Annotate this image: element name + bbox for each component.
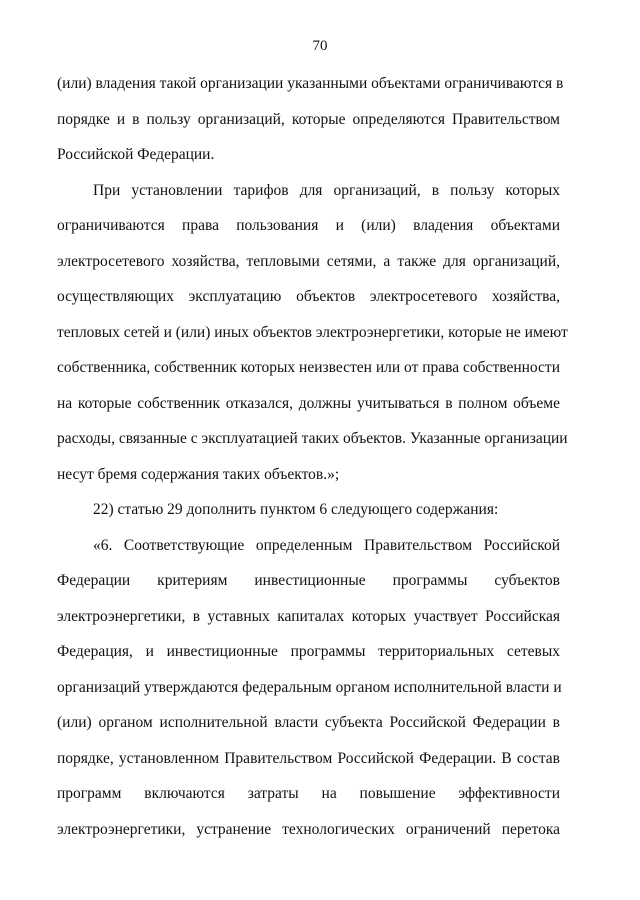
text-line: При установлении тарифов для организаций, в пользу которых [93, 181, 560, 199]
text-line: программ включаются затраты на повышение эффективности [57, 785, 560, 802]
text-line: собственника, собственник которых неизвестен или от права собственности [57, 359, 560, 376]
text-line: (или) владения такой организации указанными объектами ограничиваются в [57, 75, 564, 92]
page-number: 70 [312, 38, 328, 54]
text-line: Федерация, и инвестиционные программы территориальных сетевых [57, 643, 560, 660]
text-line: (или) органом исполнительной власти субъекта Российской Федерации в [57, 714, 560, 731]
text-line: Федерации критериям инвестиционные программы субъектов [57, 572, 560, 589]
text-line: несут бремя содержания таких объектов.»; [57, 465, 340, 483]
text-line: электроэнергетики, устранение технологических ограничений перетока [57, 820, 560, 838]
text-line: электроэнергетики, в уставных капиталах которых участвует Российская [57, 607, 560, 625]
text-line: ограничиваются права пользования и (или) владения объектами [57, 217, 560, 234]
text-line: тепловых сетей и (или) иных объектов электроэнергетики, которые не имеют [57, 323, 568, 341]
text-line: Российской Федерации. [57, 146, 215, 163]
text-line: «6. Соответствующие определенным Правительством Российской [93, 536, 560, 554]
text-line: осуществляющих эксплуатацию объектов электросетевого хозяйства, [57, 288, 560, 305]
text-line: на которые собственник отказался, должны учитываться в полном объеме [57, 394, 560, 412]
text-line: порядке и в пользу организаций, которые определяются Правительством [57, 110, 560, 128]
document-body [57, 73, 568, 854]
text-line: порядке, установленном Правительством Российской Федерации. В состав [57, 749, 560, 767]
text-line: электросетевого хозяйства, тепловыми сетями, а также для организаций, [57, 252, 560, 270]
text-line: 22) статью 29 дополнить пунктом 6 следующего содержания: [93, 501, 499, 518]
text-line: организаций утверждаются федеральным органом исполнительной власти и [57, 678, 562, 696]
text-line: расходы, связанные с эксплуатацией таких объектов. Указанные организации [57, 430, 568, 447]
